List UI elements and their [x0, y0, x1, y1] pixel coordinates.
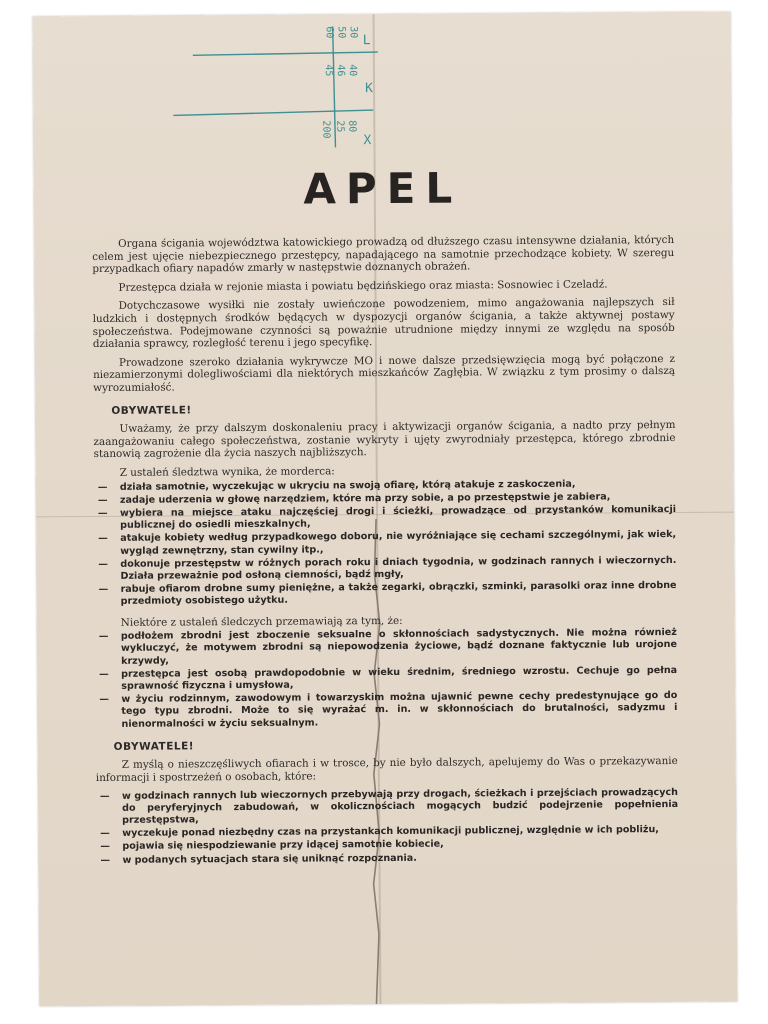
- handwritten-number: 25: [334, 120, 346, 133]
- list-item: — w podanych sytuacjach stara się uniknąć rozpoznania.: [96, 851, 678, 867]
- handwritten-number: 45: [322, 64, 334, 77]
- section-heading: OBYWATELE!: [113, 740, 195, 753]
- murderer-traits-list: [94, 477, 677, 608]
- handwritten-number: 46: [334, 64, 346, 77]
- section-heading: OBYWATELE!: [111, 403, 192, 417]
- list-item: — wyczekuje ponad niezbędny czas na przystankach komunikacji publicznej, względnie w ich pobliżu,: [96, 824, 678, 840]
- handwritten-letter-x: X: [363, 133, 372, 149]
- list-item: — dokonuje przestępstw w różnych porach roku i dniach tygodnia, w godzinach rannych i wieczornych. Działa przeważnie pod osłoną ciemności, bądź mgły,: [94, 555, 676, 583]
- document-body: [92, 234, 678, 875]
- list-item: — przestępca jest osobą prawdopodobnie w wieku średnim, średniego wzrostu. Cechuje go pełna sprawność fizyczna i umysłowa,: [95, 665, 677, 693]
- list-item: — pojawia się niespodziewanie przy idącej samotnie kobiecie,: [96, 837, 678, 853]
- investigation-findings-list: [95, 627, 678, 731]
- handwritten-number: 60: [323, 26, 335, 39]
- paper-sheet: [33, 12, 738, 1007]
- list-item: — w godzinach rannych lub wieczornych przebywają przy drogach, ścieżkach i przejściach prowadzących do peryferyjnych zabudowań, w okolicznościach mogących budzić podejrzenie popełnienia przestępstwa,: [96, 786, 678, 827]
- intro-paragraph: Przestępca działa w rejonie miasta i powiatu będzińskiego oraz miasta: Sosnowiec i Czeladź.: [118, 278, 608, 294]
- handwritten-number: 50: [335, 26, 347, 39]
- handwritten-number: 40: [346, 64, 358, 77]
- handwritten-letter-l: L: [362, 33, 371, 49]
- appeal-paragraph: Z myślą o nieszczęśliwych ofiarach i w trosce, by nie było dalszych, apelujemy do Was o przekazywanie informacji i spostrzeżeń o osobach, które:: [95, 755, 678, 784]
- handwritten-annotations: [173, 22, 394, 154]
- list-item: — zadaje uderzenia w głowę narzędziem, które ma przy sobie, a po przestępstwie je zabiera,: [94, 491, 676, 507]
- handwritten-number: 30: [347, 26, 359, 39]
- intro-paragraph: Dotychczasowe wysiłki nie zostały uwieńczone powodzeniem, mimo angażowania najlepszych sił ludzkich i dostępnych środków będących w dyspozycji organów ścigania, a także aktywnej postawy społeczeństwa. Podejmowane czynności są poważnie utrudnione między innymi ze względu na sposób działania sprawcy, rozległość terenu i jego specyfikę.: [92, 296, 675, 351]
- report-conditions-list: [96, 786, 679, 866]
- handwritten-letter-k: K: [365, 81, 373, 97]
- intro-paragraph: Prowadzone szeroko działania wykrywcze MO i nowe dalsze przedsięwzięcia mogą być połączone z niezamierzonymi dolegliwościami dla niektórych mieszkańców Zagłębia. W związku z tym prosimy o dalszą wyrozumiałość.: [93, 352, 676, 394]
- list-item: — wybiera na miejsce ataku najczęściej drogi i ścieżki, prowadzące od przystanków komunikacji publicznej do osiedli mieszkalnych,: [94, 504, 676, 532]
- list-item: — działa samotnie, wyczekując w ukryciu na swoją ofiarę, którą atakuje z zaskoczenia,: [94, 477, 676, 493]
- list-item: — w życiu rodzinnym, zawodowym i towarzyskim można ujawnić pewne cechy predestynujące go do tego typu zbrodni. Może to się wyrażać m. in. w skłonnościach do brutalności, sadyzmu i nienormalności w życiu seksualnym.: [95, 690, 677, 731]
- list-intro: Niektóre z ustaleń śledczych przemawiają za tym, że:: [120, 614, 403, 629]
- document-title: APEL: [303, 163, 463, 214]
- list-intro: Z ustaleń śledztwa wynika, że morderca:: [119, 465, 335, 479]
- handwritten-number: 80: [346, 120, 358, 133]
- handwritten-number: 200: [320, 120, 332, 139]
- intro-paragraph: Organa ścigania województwa katowickiego prowadzą od dłuższego czasu intensywne działania, których celem jest ujęcie niebezpiecznego przestępcy, napadającego na samotnie przechodzące kobiety. W szeregu przypadkach ofiary napadów zmarły w następstwie doznanych obrażeń.: [92, 233, 675, 276]
- appeal-paragraph: Uważamy, że przy dalszym doskonaleniu pracy i aktywizacji organów ścigania, a nadto przy pełnym zaangażowaniu całego społeczeństwa, zostanie wykryty i ujęty zwyrodniały przestępca, którego zbrodnie stanowią zagrożenie dla życia naszych najbliższych.: [93, 419, 676, 461]
- list-item: — rabuje ofiarom drobne sumy pieniężne, a także zegarki, obrączki, szminki, parasolki oraz inne drobne przedmioty osobistego użytku.: [95, 580, 677, 608]
- list-item: — podłożem zbrodni jest zboczenie seksualne o skłonnościach sadystycznych. Nie można również wykluczyć, że motywem zbrodni są niepowodzenia życiowe, bądź doznane faktycznie lub urojone krzywdy,: [95, 627, 677, 668]
- list-item: — atakuje kobiety według przypadkowego doboru, nie wyróżniające się cechami szczególnymi, jak wiek, wygląd zewnętrzny, stan cywilny itp.,: [94, 529, 676, 557]
